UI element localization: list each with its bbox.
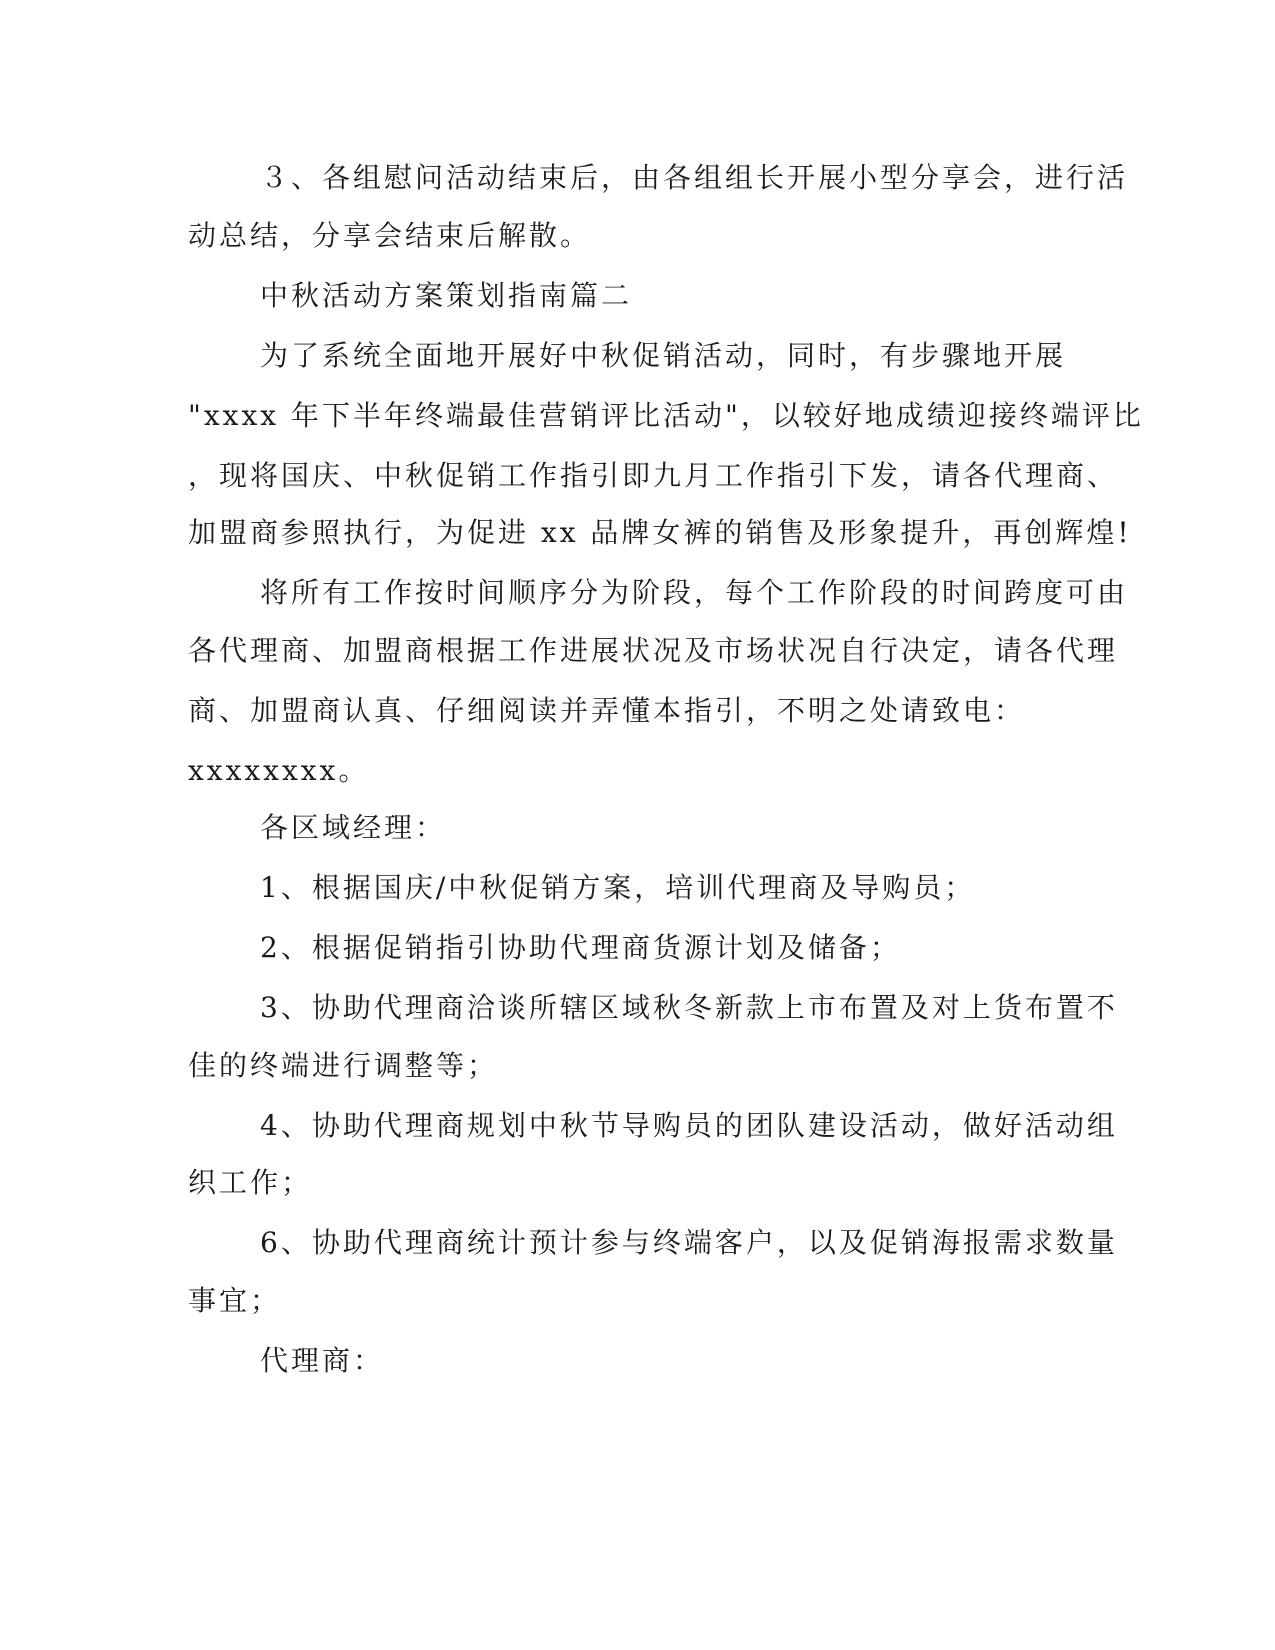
text-line: 商、加盟商认真、仔细阅读并弄懂本指引，不明之处请致电： [188,694,1026,727]
subheading-agents: 代理商： [260,1344,385,1377]
list-item: 6、协助代理商统计预计参与终端客户，以及促销海报需求数量 [260,1226,1118,1259]
text-line: xxxxxxxx。 [188,754,370,787]
list-item: 3、协助代理商洽谈所辖区域秋冬新款上市布置及对上货布置不 [260,991,1118,1024]
text-line: 各代理商、加盟商根据工作进展状况及市场状况自行决定，请各代理 [188,634,1119,667]
list-item: 4、协助代理商规划中秋节导购员的团队建设活动，做好活动组 [260,1109,1118,1142]
text-line: 为了系统全面地开展好中秋促销活动，同时，有步骤地开展 [260,339,1067,372]
list-item: 1、根据国庆/中秋促销方案，培训代理商及导购员； [260,871,976,904]
text-line: 织工作； [188,1166,313,1199]
text-line: 佳的终端进行调整等； [188,1049,499,1082]
text-line: 动总结，分享会结束后解散。 [188,219,592,252]
text-line: 加盟商参照执行，为促进 xx 品牌女裤的销售及形象提升，再创辉煌! [188,516,1132,549]
text-line: "xxxx 年下半年终端最佳营销评比活动"，以较好地成绩迎接终端评比 [188,399,1144,432]
list-item: 2、根据促销指引协助代理商货源计划及储备； [260,931,901,964]
subheading-regional-managers: 各区域经理： [260,811,447,844]
section-heading: 中秋活动方案策划指南篇二 [260,279,633,312]
text-line: 将所有工作按时间顺序分为阶段，每个工作阶段的时间跨度可由 [260,576,1129,609]
text-line: ，现将国庆、中秋促销工作指引即九月工作指引下发，请各代理商、 [188,459,1119,492]
text-line: 事宜； [188,1284,282,1317]
text-line: ３、各组慰问活动结束后，由各组组长开展小型分享会，进行活 [260,161,1129,194]
